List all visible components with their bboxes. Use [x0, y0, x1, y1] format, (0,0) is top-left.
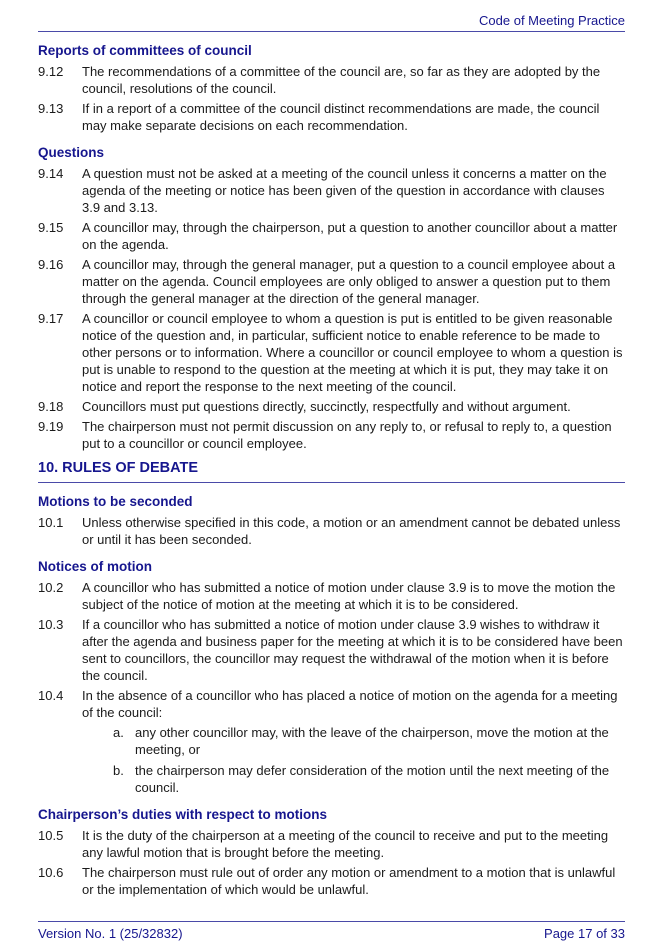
- clause-text: A councillor may, through the chairperson, put a question to another councillor about a matter on the agenda.: [82, 220, 618, 252]
- clause-number: 9.18: [38, 399, 64, 414]
- clause-9-13: [38, 100, 625, 134]
- clause-10-4-block: [38, 687, 625, 796]
- clause-10-3: [38, 616, 625, 684]
- heading-reports-of-committees: Reports of committees of council: [38, 43, 252, 58]
- document-title: Code of Meeting Practice: [479, 13, 625, 28]
- clause-number: 10.4: [38, 688, 64, 703]
- clause-number: 9.16: [38, 257, 64, 272]
- subitem-a: [113, 724, 625, 758]
- clause-9-12: [38, 63, 625, 97]
- subitem-label: b.: [113, 763, 124, 778]
- page-footer: [38, 921, 625, 942]
- subitem-text: any other councillor may, with the leave of the chairperson, move the motion at the meeting, or: [135, 725, 609, 757]
- clause-10-5: [38, 827, 625, 861]
- clause-10-2: [38, 579, 625, 613]
- clause-9-17: [38, 310, 625, 395]
- clause-number: 10.1: [38, 515, 64, 530]
- clause-10-6: [38, 864, 625, 898]
- clause-9-14: [38, 165, 625, 216]
- clause-9-18: [38, 398, 625, 415]
- clause-text: A councillor who has submitted a notice of motion under clause 3.9 is to move the motion the subject of the notice of motion at the meeting at which it is to be considered.: [82, 580, 616, 612]
- heading-rules-of-debate: 10. RULES OF DEBATE: [38, 460, 625, 483]
- clause-number: 9.12: [38, 64, 64, 79]
- clause-number: 9.19: [38, 419, 64, 434]
- clause-10-4-subitems: [113, 724, 625, 796]
- subitem-text: the chairperson may defer consideration of the motion until the next meeting of the council.: [135, 763, 610, 795]
- heading-questions: Questions: [38, 145, 105, 160]
- clause-number: 9.14: [38, 166, 64, 181]
- footer-page-number: Page 17 of 33: [544, 926, 625, 941]
- clause-9-16: [38, 256, 625, 307]
- clause-9-19: [38, 418, 625, 452]
- clause-number: 10.6: [38, 865, 64, 880]
- clause-text: Unless otherwise specified in this code, a motion or an amendment cannot be debated unless or until it has been seconded.: [82, 515, 621, 547]
- subitem-label: a.: [113, 725, 124, 740]
- clause-text: In the absence of a councillor who has placed a notice of motion on the agenda for a meeting of the council:: [82, 688, 618, 720]
- clause-text: The recommendations of a committee of the council are, so far as they are adopted by the council, resolutions of the council.: [82, 64, 601, 96]
- clause-text: It is the duty of the chairperson at a meeting of the council to receive and put to the meeting any lawful motion that is brought before the meeting.: [82, 828, 609, 860]
- heading-motions-to-be-seconded: Motions to be seconded: [38, 494, 193, 509]
- page-header: [38, 13, 625, 32]
- clause-text: The chairperson must not permit discussion on any reply to, or refusal to reply to, a question put to a councillor or council employee.: [82, 419, 612, 451]
- heading-notices-of-motion: Notices of motion: [38, 559, 152, 574]
- clause-number: 9.15: [38, 220, 64, 235]
- footer-version: Version No. 1 (25/32832): [38, 926, 183, 941]
- clause-number: 9.13: [38, 101, 64, 116]
- clause-text: A councillor or council employee to whom a question is put is entitled to be given reasonable notice of the question and, in particular, sufficient notice to enable reference to be made to other persons or to information. Where a councillor or council employee to whom a question is put is unable to respond to the question at the meeting at which it is put, they may take it on notice and report the response to the next meeting of the council.: [82, 311, 623, 394]
- clause-text: The chairperson must rule out of order any motion or amendment to a motion that is unlawful or the implementation of which would be unlawful.: [82, 865, 616, 897]
- clause-text: Councillors must put questions directly, succinctly, respectfully and without argument.: [82, 399, 571, 414]
- clause-text: If in a report of a committee of the council distinct recommendations are made, the council may make separate decisions on each recommendation.: [82, 101, 600, 133]
- clause-text: If a councillor who has submitted a notice of motion under clause 3.9 wishes to withdraw it after the agenda and business paper for the meeting at which it is to be considered have been sent to councillors, the councillor may request the withdrawal of the motion when it is before the council.: [82, 617, 623, 683]
- clause-text: A question must not be asked at a meeting of the council unless it concerns a matter on the agenda of the meeting or notice has been given of the question in accordance with clauses 3.9 and 3.13.: [82, 166, 607, 215]
- heading-chairperson-duties: Chairperson’s duties with respect to motions: [38, 807, 328, 822]
- clause-10-1: [38, 514, 625, 548]
- clause-number: 10.2: [38, 580, 64, 595]
- clause-9-15: [38, 219, 625, 253]
- clause-text: A councillor may, through the general manager, put a question to a council employee about a matter on the agenda. Council employees are only obliged to answer a question put to them through the general manager at the direction of the general manager.: [82, 257, 616, 306]
- clause-number: 9.17: [38, 311, 64, 326]
- clause-number: 10.3: [38, 617, 64, 632]
- subitem-b: [113, 762, 625, 796]
- clause-number: 10.5: [38, 828, 64, 843]
- clause-10-4: [38, 687, 625, 721]
